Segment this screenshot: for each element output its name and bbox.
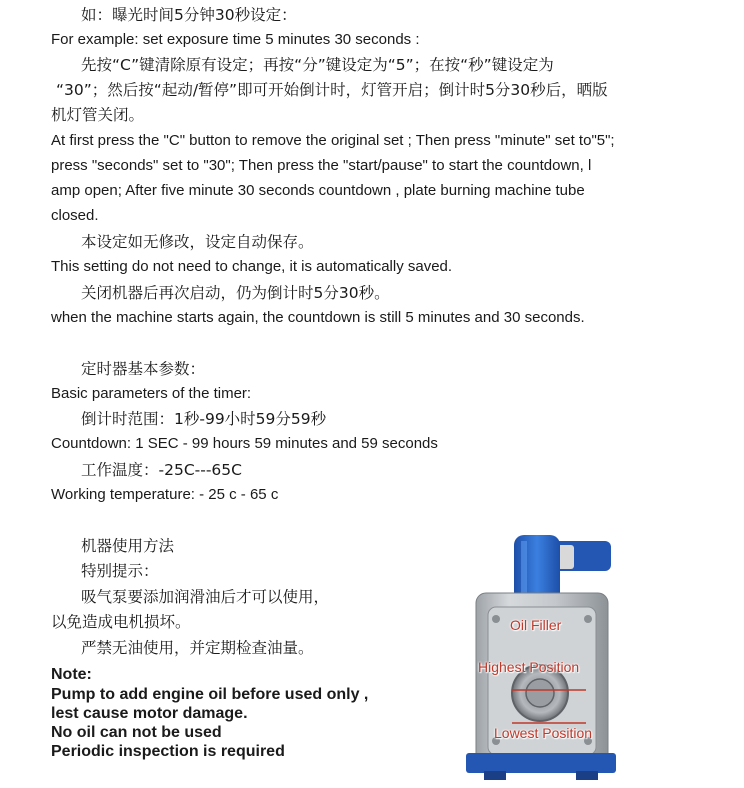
note-item-4: Periodic inspection is required [51, 743, 285, 760]
usage-heading-cn: 机器使用方法 [81, 537, 175, 555]
timer-example-heading-en: For example: set exposure time 5 minutes 30 seconds : [51, 31, 420, 48]
instruction-en-line-1: At first press the "C" button to remove the original set ; Then press "minute" set to"5"; [51, 132, 615, 149]
special-note-cn: 特别提示： [81, 562, 159, 580]
working-temp-en: Working temperature: - 25 c - 65 c [51, 486, 279, 503]
instruction-cn-line-2: “30”；然后按“起动/暂停”即可开始倒计时，灯管开启；倒计时5分30秒后，晒版 [56, 81, 608, 99]
countdown-range-en: Countdown: 1 SEC - 99 hours 59 minutes and 59 seconds [51, 435, 438, 452]
instruction-cn-line-1: 先按“C”键清除原有设定；再按“分”键设定为“5”；在按“秒”键设定为 [81, 56, 554, 74]
vacuum-pump-photo [466, 535, 616, 780]
pump-base [466, 753, 616, 773]
note-item-2: lest cause motor damage. [51, 705, 248, 722]
note-item-3: No oil can not be used [51, 724, 222, 741]
oil-note-cn-3: 严禁无油使用，并定期检查油量。 [81, 639, 314, 657]
note-title: Note: [51, 666, 92, 683]
lowest-position-label: Lowest Position [494, 725, 593, 741]
restart-cn: 关闭机器后再次启动，仍为倒计时5分30秒。 [81, 284, 390, 302]
highest-position-label: Highest Position [478, 659, 580, 675]
oil-note-cn-2: 以免造成电机损坏。 [51, 613, 191, 631]
instruction-cn-line-3: 机灯管关闭。 [51, 106, 145, 124]
oil-filler-label: Oil Filler [510, 617, 562, 633]
oil-note-cn-1: 吸气泵要添加润滑油后才可以使用， [81, 588, 330, 606]
vacuum-pump-illustration [466, 535, 616, 780]
params-heading-cn: 定时器基本参数： [81, 360, 206, 378]
instruction-en-line-3: amp open; After five minute 30 seconds countdown , plate burning machine tube [51, 182, 585, 199]
autosave-cn: 本设定如无修改，设定自动保存。 [81, 233, 314, 251]
timer-example-heading-cn: 如：曝光时间5分钟30秒设定： [81, 6, 297, 24]
note-item-1: Pump to add engine oil before used only , [51, 686, 369, 703]
autosave-en: This setting do not need to change, it is automatically saved. [51, 258, 453, 275]
params-heading-en: Basic parameters of the timer: [51, 385, 252, 402]
countdown-range-cn: 倒计时范围：1秒-99小时59分59秒 [81, 410, 327, 428]
instruction-en-line-4: closed. [51, 207, 99, 224]
instruction-en-line-2: press "seconds" set to "30"; Then press the "start/pause" to start the countdown, l [51, 157, 592, 174]
working-temp-cn: 工作温度：-25C---65C [81, 461, 242, 479]
restart-en: when the machine starts again, the countdown is still 5 minutes and 30 seconds. [51, 309, 585, 326]
